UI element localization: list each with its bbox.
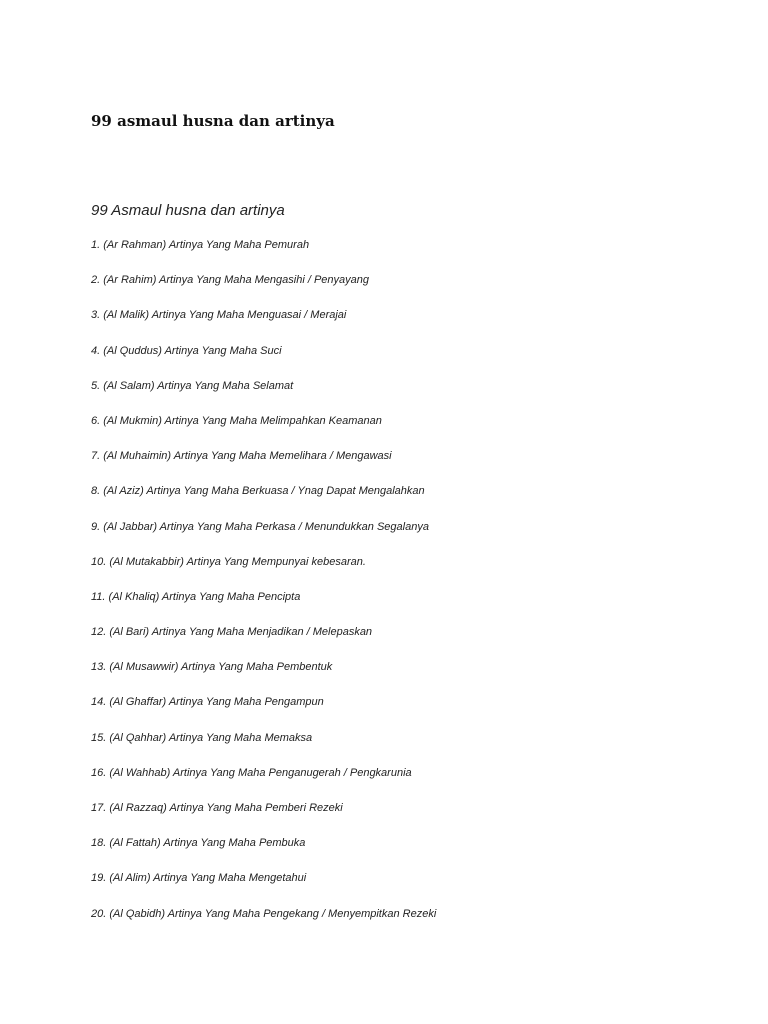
list-item: 1. (Ar Rahman) Artinya Yang Maha Pemurah	[91, 239, 310, 251]
list-item: 8. (Al Aziz) Artinya Yang Maha Berkuasa / Ynag Dapat Mengalahkan	[91, 485, 425, 498]
names-list	[91, 238, 436, 942]
list-item: 15. (Al Qahhar) Artinya Yang Maha Memaksa	[91, 731, 313, 744]
list-item: 6. (Al Mukmin) Artinya Yang Maha Melimpahkan Keamanan	[91, 414, 382, 427]
list-item: 4. (Al Quddus) Artinya Yang Maha Suci	[91, 344, 282, 357]
list-item: 18. (Al Fattah) Artinya Yang Maha Pembuka	[91, 837, 306, 850]
list-item: 7. (Al Muhaimin) Artinya Yang Maha Memelihara / Mengawasi	[91, 450, 392, 463]
list-item: 14. (Al Ghaffar) Artinya Yang Maha Pengampun	[91, 696, 324, 709]
list-item: 12. (Al Bari) Artinya Yang Maha Menjadikan / Melepaskan	[91, 626, 373, 639]
list-item: 19. (Al Alim) Artinya Yang Maha Mengetahui	[91, 872, 307, 885]
section-heading: 99 Asmaul husna dan artinya	[91, 202, 285, 219]
list-item: 10. (Al Mutakabbir) Artinya Yang Mempunyai kebesaran.	[91, 555, 366, 568]
list-item: 20. (Al Qabidh) Artinya Yang Maha Pengekang / Menyempitkan Rezeki	[91, 907, 437, 920]
list-item: 17. (Al Razzaq) Artinya Yang Maha Pemberi Rezeki	[91, 802, 343, 814]
document-title: 99 asmaul husna dan artinya	[91, 112, 335, 130]
list-item: 5. (Al Salam) Artinya Yang Maha Selamat	[91, 379, 294, 392]
list-item: 3. (Al Malik) Artinya Yang Maha Menguasai / Merajai	[91, 309, 347, 322]
list-item: 9. (Al Jabbar) Artinya Yang Maha Perkasa / Menundukkan Segalanya	[91, 520, 429, 533]
list-item: 2. (Ar Rahim) Artinya Yang Maha Mengasihi / Penyayang	[91, 274, 369, 287]
list-item: 13. (Al Musawwir) Artinya Yang Maha Pembentuk	[91, 661, 333, 674]
list-item: 11. (Al Khaliq) Artinya Yang Maha Pencipta	[91, 590, 301, 603]
list-item: 16. (Al Wahhab) Artinya Yang Maha Penganugerah / Pengkarunia	[91, 766, 412, 779]
